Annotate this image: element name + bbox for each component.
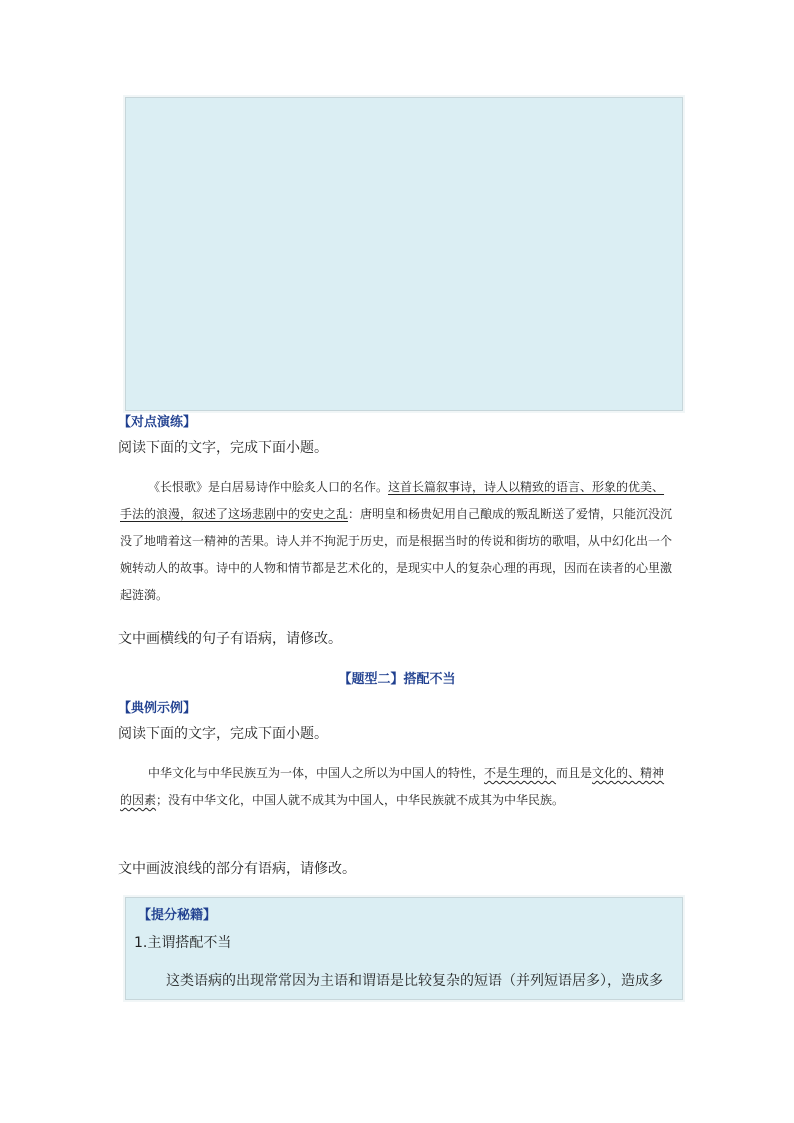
- section-heading-example: 【典例示例】: [118, 701, 197, 716]
- passage-chinese-culture: [120, 760, 676, 814]
- wavy-underlined-phrase: 文化的、精神的因素: [120, 766, 665, 807]
- passage-text: 而且是: [556, 766, 593, 780]
- instruction-text: 阅读下面的文字，完成下面小题。: [118, 726, 328, 742]
- question-text: 文中画波浪线的部分有语病，请修改。: [118, 861, 356, 877]
- tips-body-text: 这类语病的出现常常因为主语和谓语是比较复杂的短语（并列短语居多），造成多: [166, 973, 663, 989]
- underlined-sentence: 这首长篇叙事诗，诗人以精致的语言、形象的优美、手法的浪漫，叙述了这场悲剧中的安史之乱: [120, 480, 665, 521]
- tips-box: [125, 897, 683, 1000]
- passage-changhenge: [120, 474, 676, 609]
- image-placeholder-box: [125, 97, 683, 411]
- passage-text: 中华文化与中华民族互为一体，中国人之所以为中国人的特性，: [148, 766, 485, 780]
- section-title-type-two: 【题型二】搭配不当: [338, 672, 456, 687]
- tips-subheading: 1.主谓搭配不当: [134, 935, 232, 951]
- instruction-text: 阅读下面的文字，完成下面小题。: [118, 440, 328, 456]
- passage-text: 《长恨歌》是白居易诗作中脍炙人口的名作。: [148, 480, 389, 494]
- wavy-underlined-phrase: 不是生理的，: [484, 766, 557, 780]
- passage-text: ：唐明皇和杨贵妃用自己酿成的叛乱断送了爱情，只能沉没沉没了地啃着这一精神的苦果。诗人并不拘泥于历史，而是根据当时的传说和街坊的歌唱，从中幻化出一个婉转动人的故事。诗中的人物和情节都是艺术化的，是现实中人的复杂心理的再现，因而在读者的心里激起涟漪。: [120, 507, 673, 602]
- tips-heading: 【提分秘籍】: [138, 908, 217, 923]
- question-text: 文中画横线的句子有语病，请修改。: [118, 631, 342, 647]
- passage-text: ；没有中华文化，中国人就不成其为中国人，中华民族就不成其为中华民族。: [156, 793, 565, 807]
- section-heading-practice: 【对点演练】: [118, 415, 197, 430]
